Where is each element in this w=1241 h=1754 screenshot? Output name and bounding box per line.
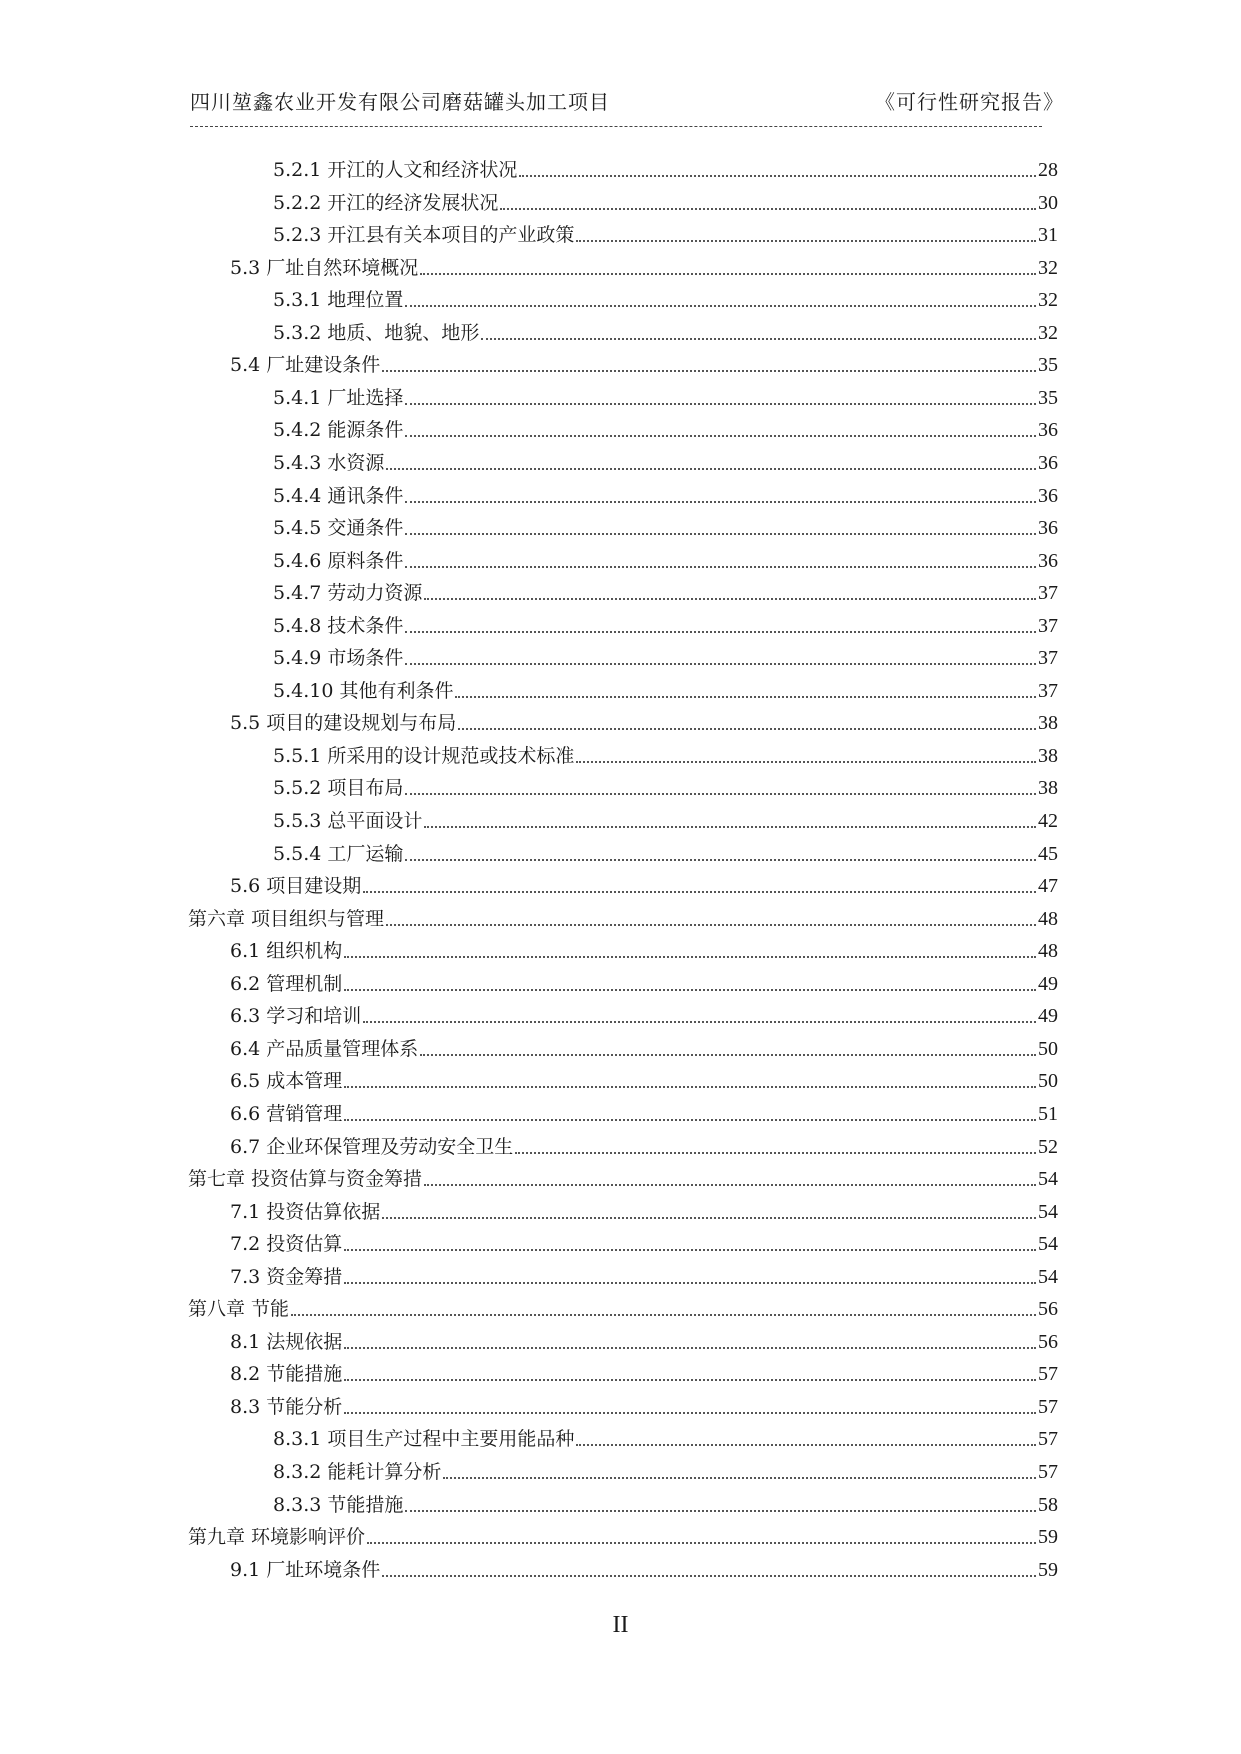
toc-entry[interactable]: [273, 280, 1058, 312]
toc-entry-page: 48: [1038, 907, 1058, 930]
toc-entry-page: 32: [1038, 289, 1058, 312]
toc-entry-label: 5.4.10 其他有利条件: [273, 679, 454, 702]
toc-dot-leader: [405, 435, 1036, 437]
toc-entry-label: 8.3.1 项目生产过程中主要用能品种: [273, 1428, 575, 1451]
toc-entry-page: 57: [1038, 1461, 1058, 1483]
toc-dot-leader: [405, 305, 1036, 307]
toc-entry-label: 5.6 项目建设期: [230, 875, 362, 898]
toc-entry[interactable]: [230, 345, 1058, 377]
toc-entry-page: 59: [1038, 1526, 1058, 1549]
toc-entry-label: 5.2.1 开江的人文和经济状况: [273, 159, 518, 181]
toc-dot-leader: [405, 501, 1036, 503]
header-divider: [190, 126, 1042, 127]
toc-entry-page: 37: [1038, 647, 1058, 670]
toc-entry[interactable]: [230, 1094, 1058, 1126]
toc-entry[interactable]: [273, 215, 1058, 247]
toc-entry[interactable]: [273, 508, 1058, 540]
toc-dot-leader: [420, 1054, 1036, 1056]
toc-entry-label: 7.1 投资估算依据: [230, 1200, 381, 1223]
toc-entry-label: 第七章 投资估算与资金筹措: [188, 1168, 423, 1191]
toc-entry-page: 50: [1038, 1037, 1058, 1060]
toc-entry-label: 7.2 投资估算: [230, 1233, 343, 1256]
toc-dot-leader: [500, 208, 1036, 210]
toc-entry-page: 58: [1038, 1493, 1058, 1516]
toc-dot-leader: [420, 273, 1036, 275]
toc-entry-page: 51: [1038, 1102, 1058, 1125]
toc-entry-label: 6.5 成本管理: [230, 1070, 343, 1093]
toc-entry-page: 57: [1038, 1395, 1058, 1418]
toc-entry[interactable]: [273, 606, 1058, 638]
toc-entry-label: 5.2.3 开江县有关本项目的产业政策: [273, 224, 575, 247]
toc-dot-leader: [515, 1152, 1036, 1154]
toc-entry-label: 5.5.4 工厂运输: [273, 842, 404, 865]
toc-entry-page: 52: [1038, 1135, 1058, 1158]
toc-entry-label: 8.2 节能措施: [230, 1363, 343, 1386]
toc-entry[interactable]: [273, 638, 1058, 670]
toc-entry-page: 37: [1038, 679, 1058, 702]
toc-entry-page: 57: [1038, 1428, 1058, 1451]
toc-dot-leader: [405, 533, 1036, 535]
toc-entry-page: 36: [1038, 419, 1058, 442]
toc-dot-leader: [519, 175, 1036, 177]
toc-entry-label: 5.3.1 地理位置: [273, 289, 404, 312]
toc-dot-leader: [382, 1217, 1036, 1219]
toc-entry[interactable]: [230, 1061, 1058, 1093]
toc-dot-leader: [363, 1021, 1036, 1023]
toc-entry[interactable]: [230, 1387, 1058, 1419]
toc-entry-label: 5.4.5 交通条件: [273, 517, 404, 540]
toc-entry[interactable]: [230, 964, 1058, 996]
toc-dot-leader: [455, 696, 1036, 698]
toc-dot-leader: [405, 663, 1036, 665]
toc-entry[interactable]: [230, 931, 1058, 963]
toc-dot-leader: [405, 793, 1036, 795]
toc-dot-leader: [424, 1184, 1036, 1186]
toc-entry-label: 5.2.2 开江的经济发展状况: [273, 191, 499, 214]
toc-dot-leader: [405, 631, 1036, 633]
toc-entry[interactable]: [230, 866, 1058, 898]
toc-entry-page: 37: [1038, 614, 1058, 637]
toc-entry-label: 8.1 法规依据: [230, 1330, 343, 1353]
toc-entry-page: 56: [1038, 1298, 1058, 1321]
toc-entry-label: 5.4.9 市场条件: [273, 647, 404, 670]
toc-entry[interactable]: [273, 476, 1058, 508]
toc-dot-leader: [576, 1444, 1036, 1446]
toc-entry-label: 5.4.8 技术条件: [273, 614, 404, 637]
toc-entry-label: 6.7 企业环保管理及劳动安全卫生: [230, 1135, 514, 1158]
toc-entry[interactable]: [230, 1192, 1058, 1224]
page-number: II: [612, 1612, 629, 1638]
toc-entry[interactable]: [230, 1322, 1058, 1354]
toc-entry-page: 54: [1038, 1233, 1058, 1256]
toc-entry[interactable]: [273, 834, 1058, 866]
toc-dot-leader: [405, 1510, 1036, 1512]
toc-dot-leader: [344, 1412, 1036, 1414]
toc-dot-leader: [367, 1542, 1036, 1544]
toc-dot-leader: [344, 1347, 1036, 1349]
toc-entry[interactable]: [230, 996, 1058, 1028]
toc-entry-page: 28: [1038, 159, 1058, 181]
toc-dot-leader: [344, 1249, 1036, 1251]
toc-entry-page: 38: [1038, 744, 1058, 767]
toc-entry[interactable]: [273, 573, 1058, 605]
toc-entry-page: 36: [1038, 549, 1058, 572]
toc-entry-label: 5.4.2 能源条件: [273, 419, 404, 442]
toc-entry-label: 6.3 学习和培训: [230, 1005, 362, 1028]
toc-entry[interactable]: [188, 1289, 1058, 1321]
toc-entry[interactable]: [230, 1029, 1058, 1061]
toc-entry-label: 6.1 组织机构: [230, 940, 343, 963]
toc-entry[interactable]: [188, 899, 1058, 931]
toc-dot-leader: [386, 924, 1036, 926]
toc-entry-label: 6.2 管理机制: [230, 972, 343, 995]
toc-entry[interactable]: [273, 313, 1058, 345]
toc-entry[interactable]: [230, 1354, 1058, 1386]
toc-entry[interactable]: [188, 1159, 1058, 1191]
toc-entry[interactable]: [273, 378, 1058, 410]
toc-entry[interactable]: [230, 703, 1058, 735]
toc-dot-leader: [344, 1282, 1036, 1284]
toc-entry-page: 31: [1038, 224, 1058, 247]
toc-entry-label: 6.4 产品质量管理体系: [230, 1037, 419, 1060]
toc-entry-page: 38: [1038, 777, 1058, 800]
toc-dot-leader: [424, 598, 1036, 600]
toc-entry[interactable]: [273, 183, 1058, 215]
toc-dot-leader: [344, 1119, 1036, 1121]
toc-dot-leader: [458, 728, 1036, 730]
toc-entry[interactable]: [273, 1419, 1058, 1451]
toc-entry-page: 47: [1038, 875, 1058, 898]
toc-dot-leader: [405, 403, 1036, 405]
toc-entry-page: 49: [1038, 972, 1058, 995]
toc-entry-label: 5.3 厂址自然环境概况: [230, 256, 419, 279]
toc-entry-page: 54: [1038, 1265, 1058, 1288]
toc-entry-page: 35: [1038, 354, 1058, 377]
toc-entry[interactable]: [273, 443, 1058, 475]
toc-entry-label: 5.4 厂址建设条件: [230, 354, 381, 377]
toc-entry-label: 5.4.7 劳动力资源: [273, 582, 423, 605]
toc-entry-page: 45: [1038, 842, 1058, 865]
toc-entry-label: 5.4.4 通讯条件: [273, 484, 404, 507]
toc-entry[interactable]: [273, 801, 1058, 833]
toc-dot-leader: [386, 468, 1036, 470]
toc-entry[interactable]: [230, 1550, 1058, 1582]
toc-entry-page: 57: [1038, 1363, 1058, 1386]
toc-entry-page: 36: [1038, 517, 1058, 540]
toc-entry-label: 5.5.2 项目布局: [273, 777, 404, 800]
toc-entry[interactable]: [273, 1485, 1058, 1517]
toc-dot-leader: [363, 891, 1036, 893]
toc-entry-label: 7.3 资金筹措: [230, 1265, 343, 1288]
toc-dot-leader: [443, 1477, 1036, 1479]
toc-entry-page: 54: [1038, 1200, 1058, 1223]
toc-entry-label: 第九章 环境影响评价: [188, 1526, 366, 1549]
toc-entry-page: 50: [1038, 1070, 1058, 1093]
toc-entry-label: 8.3 节能分析: [230, 1395, 343, 1418]
toc-entry-label: 5.5 项目的建设规划与布局: [230, 712, 457, 735]
toc-entry-page: 42: [1038, 810, 1058, 832]
toc-dot-leader: [344, 989, 1036, 991]
toc-dot-leader: [344, 1086, 1036, 1088]
toc-entry[interactable]: [230, 1224, 1058, 1256]
toc-entry[interactable]: [230, 248, 1058, 280]
toc-entry[interactable]: [230, 1127, 1058, 1159]
toc-dot-leader: [382, 370, 1036, 372]
toc-entry[interactable]: [273, 410, 1058, 442]
toc-dot-leader: [344, 1379, 1036, 1381]
toc-entry-label: 9.1 厂址环境条件: [230, 1558, 381, 1581]
toc-entry-page: 32: [1038, 256, 1058, 279]
toc-entry-label: 5.5.3 总平面设计: [273, 810, 423, 832]
toc-entry[interactable]: [273, 150, 1058, 182]
toc-entry-page: 36: [1038, 451, 1058, 474]
toc-entry-label: 8.3.2 能耗计算分析: [273, 1461, 442, 1483]
toc-dot-leader: [291, 1314, 1036, 1316]
toc-entry-label: 5.5.1 所采用的设计规范或技术标准: [273, 744, 575, 767]
toc-entry-label: 第六章 项目组织与管理: [188, 907, 385, 930]
toc-entry[interactable]: [273, 768, 1058, 800]
toc-entry-page: 56: [1038, 1330, 1058, 1353]
toc-entry-label: 5.4.1 厂址选择: [273, 386, 404, 409]
toc-dot-leader: [382, 1575, 1036, 1577]
toc-entry-page: 48: [1038, 940, 1058, 963]
toc-entry-page: 37: [1038, 582, 1058, 605]
toc-dot-leader: [424, 826, 1036, 828]
toc-dot-leader: [405, 859, 1036, 861]
toc-dot-leader: [576, 761, 1036, 763]
toc-entry-page: 36: [1038, 484, 1058, 507]
toc-entry-label: 5.4.6 原料条件: [273, 549, 404, 572]
toc-entry-page: 59: [1038, 1558, 1058, 1581]
toc-dot-leader: [344, 956, 1036, 958]
toc-dot-leader: [481, 338, 1036, 340]
toc-entry-label: 8.3.3 节能措施: [273, 1493, 404, 1516]
toc-dot-leader: [405, 566, 1036, 568]
toc-entry[interactable]: [273, 736, 1058, 768]
toc-entry[interactable]: [273, 671, 1058, 703]
toc-entry-label: 第八章 节能: [188, 1298, 290, 1321]
toc-dot-leader: [576, 240, 1036, 242]
toc-entry-page: 49: [1038, 1005, 1058, 1028]
toc-entry-label: 5.4.3 水资源: [273, 451, 385, 474]
toc-entry-page: 30: [1038, 191, 1058, 214]
toc-entry[interactable]: [273, 541, 1058, 573]
toc-entry[interactable]: [230, 1257, 1058, 1289]
document-header-report-type: 《可行性研究报告》: [875, 90, 1064, 114]
toc-entry[interactable]: [188, 1517, 1058, 1549]
toc-entry-page: 35: [1038, 386, 1058, 409]
toc-entry[interactable]: [273, 1452, 1058, 1484]
toc-entry-label: 6.6 营销管理: [230, 1102, 343, 1125]
toc-entry-label: 5.3.2 地质、地貌、地形: [273, 321, 480, 344]
document-header-title: 四川堃鑫农业开发有限公司磨菇罐头加工项目: [190, 90, 610, 114]
toc-entry-page: 54: [1038, 1168, 1058, 1191]
toc-entry-page: 38: [1038, 712, 1058, 735]
toc-entry-page: 32: [1038, 321, 1058, 344]
